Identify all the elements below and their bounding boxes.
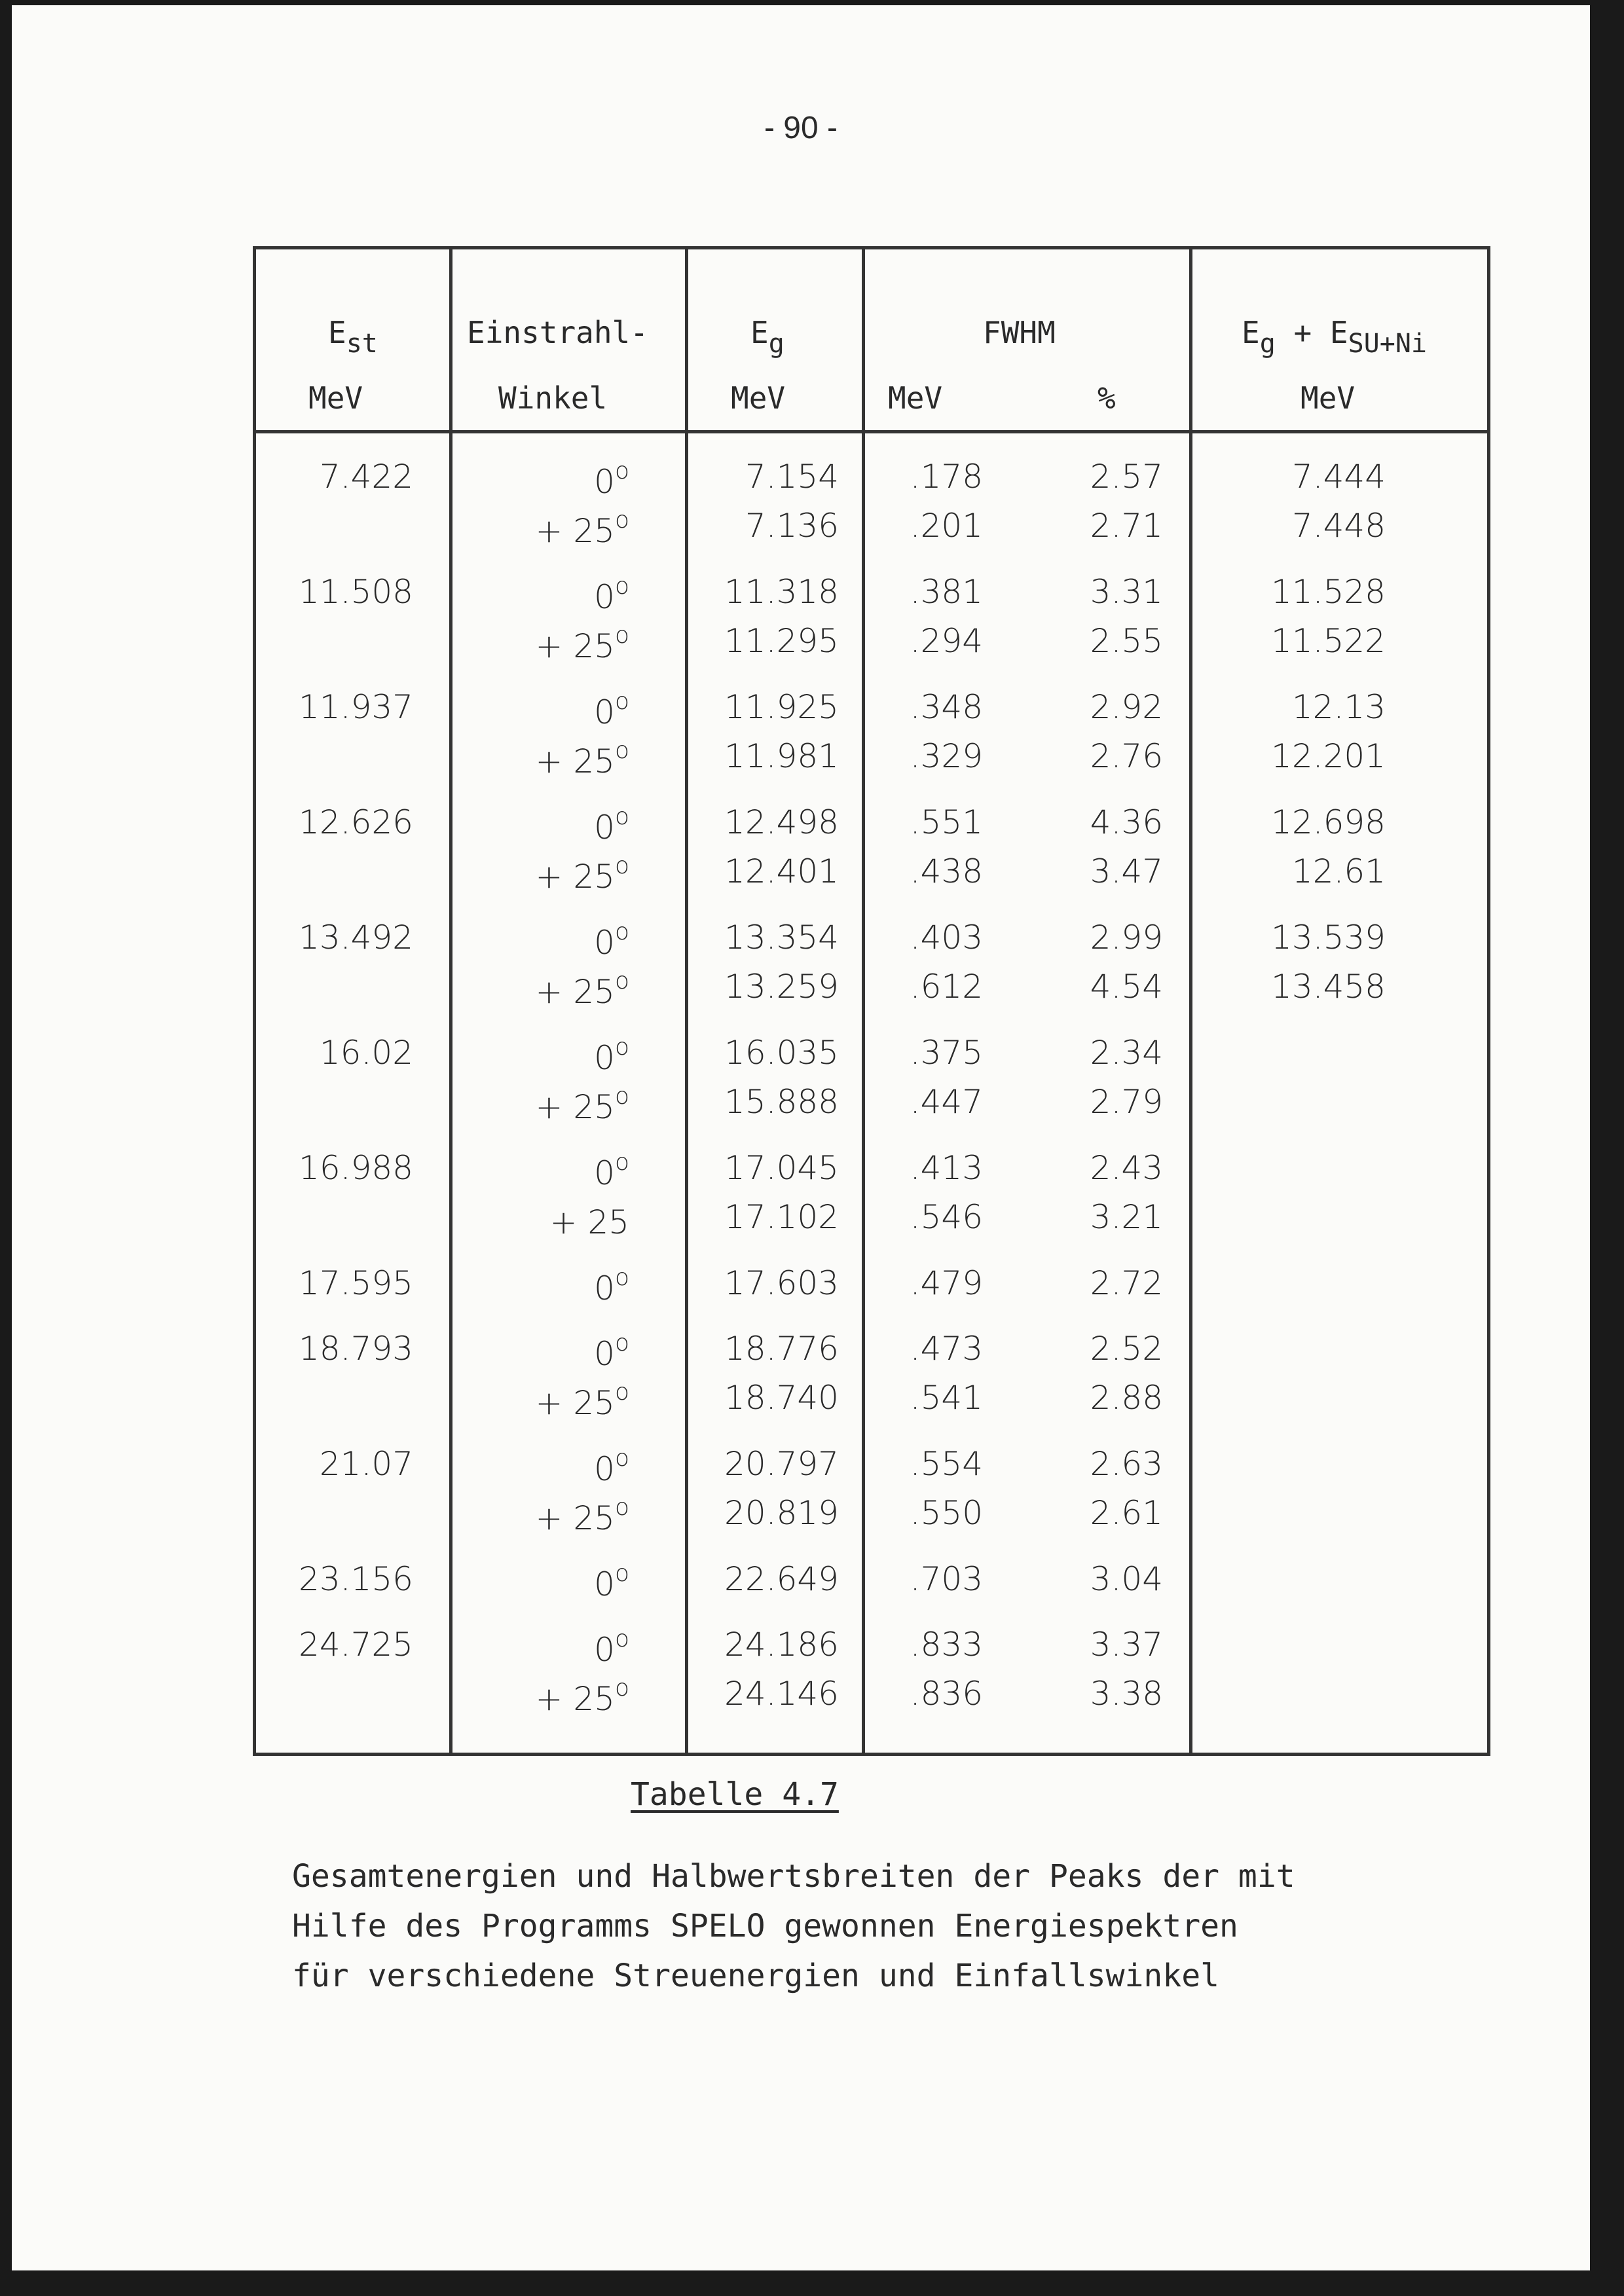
cell-fwhm: [878, 1034, 983, 1072]
cell-fwhm: [878, 803, 983, 841]
cell-sum: [1242, 507, 1386, 545]
cell-angle-value: 0: [594, 1450, 615, 1488]
cell-fwhm: [878, 1626, 983, 1664]
degree-mark: o: [614, 1675, 629, 1702]
cell-est-value: 23.156: [299, 1560, 413, 1598]
cell-angle: [459, 968, 629, 1011]
cell-pct-value: 2.72: [1090, 1264, 1163, 1302]
cell-est-value: 21.07: [319, 1445, 413, 1483]
cell-pct-value: 2.55: [1090, 622, 1163, 660]
cell-fwhm-value: .348: [910, 688, 983, 726]
cell-pct: [1058, 688, 1163, 726]
cell-pct: [1058, 919, 1163, 957]
cell-fwhm-value: .479: [910, 1264, 983, 1302]
cell-angle: [459, 1494, 629, 1537]
degree-mark: o: [614, 458, 629, 484]
cell-fwhm: [878, 737, 983, 775]
cell-eg: [695, 458, 839, 496]
cell-angle: [459, 622, 629, 665]
cell-est: [269, 919, 413, 957]
cell-fwhm: [878, 852, 983, 890]
cell-fwhm: [878, 458, 983, 496]
cell-est-value: 12.626: [299, 803, 413, 841]
degree-mark: o: [614, 1034, 629, 1061]
cell-angle-value: 0: [594, 1154, 615, 1192]
cell-pct-value: 2.57: [1090, 458, 1163, 496]
cell-fwhm-value: .546: [910, 1198, 983, 1236]
cell-pct: [1058, 1034, 1163, 1072]
cell-eg-value: 17.045: [724, 1149, 839, 1187]
cell-eg: [695, 1675, 839, 1713]
cell-eg: [695, 1494, 839, 1532]
cell-angle: [459, 1675, 629, 1718]
degree-mark: o: [614, 852, 629, 879]
cell-sum: [1242, 622, 1386, 660]
cell-angle-value: + 25: [535, 1499, 615, 1537]
cell-pct: [1058, 507, 1163, 545]
cell-pct: [1058, 1198, 1163, 1236]
cell-angle-value: 0: [594, 693, 615, 731]
cell-eg: [695, 1560, 839, 1598]
cell-fwhm-value: .833: [910, 1626, 983, 1664]
cell-sum-value: 7.448: [1291, 507, 1386, 545]
cell-angle: [459, 688, 629, 731]
cell-sum-value: 12.698: [1271, 803, 1386, 841]
cell-fwhm-value: .447: [910, 1083, 983, 1121]
header-sum-unit: MeV: [1301, 380, 1356, 416]
cell-fwhm-value: .329: [910, 737, 983, 775]
cell-pct-value: 4.36: [1090, 803, 1163, 841]
cell-est-value: 24.725: [299, 1626, 413, 1664]
cell-pct: [1058, 1330, 1163, 1368]
cell-fwhm: [878, 573, 983, 611]
cell-fwhm-value: .554: [910, 1445, 983, 1483]
cell-angle-value: + 25: [535, 742, 615, 780]
cell-eg: [695, 919, 839, 957]
cell-est: [269, 1264, 413, 1302]
cell-est: [269, 803, 413, 841]
cell-eg-value: 11.925: [724, 688, 839, 726]
header-fwhm: FWHM: [983, 315, 1056, 350]
cell-eg-value: 7.154: [745, 458, 839, 496]
degree-mark: o: [614, 737, 629, 764]
cell-fwhm-value: .403: [910, 919, 983, 957]
cell-eg: [695, 1445, 839, 1483]
degree-mark: o: [614, 622, 629, 649]
cell-eg-value: 18.740: [724, 1379, 839, 1417]
cell-fwhm: [878, 1330, 983, 1368]
cell-angle-value: + 25: [535, 1680, 615, 1718]
cell-angle-value: 0: [594, 924, 615, 962]
cell-fwhm-value: .551: [910, 803, 983, 841]
column-divider: [685, 249, 688, 1753]
cell-fwhm-value: .375: [910, 1034, 983, 1072]
cell-pct: [1058, 737, 1163, 775]
cell-angle: [459, 803, 629, 847]
cell-fwhm: [878, 968, 983, 1006]
cell-angle-value: + 25: [535, 858, 615, 896]
cell-fwhm-value: .294: [910, 622, 983, 660]
cell-angle-value: 0: [594, 809, 615, 847]
cell-est: [269, 1626, 413, 1664]
cell-eg: [695, 968, 839, 1006]
cell-angle: [459, 507, 629, 550]
cell-sum-value: 12.61: [1291, 852, 1386, 890]
cell-fwhm-value: .381: [910, 573, 983, 611]
cell-est-value: 16.02: [319, 1034, 413, 1072]
cell-sum-value: 7.444: [1291, 458, 1386, 496]
cell-sum: [1242, 852, 1386, 890]
cell-sum-value: 11.528: [1271, 573, 1386, 611]
degree-mark: o: [614, 1626, 629, 1652]
cell-pct: [1058, 573, 1163, 611]
cell-eg-value: 17.102: [724, 1198, 839, 1236]
cell-est: [269, 1330, 413, 1368]
cell-eg: [695, 1083, 839, 1121]
cell-pct-value: 3.31: [1090, 573, 1163, 611]
cell-eg: [695, 1264, 839, 1302]
cell-pct: [1058, 1264, 1163, 1302]
cell-eg-value: 24.146: [724, 1675, 839, 1713]
cell-pct: [1058, 852, 1163, 890]
cell-est-value: 16.988: [299, 1149, 413, 1187]
cell-est-value: 11.937: [299, 688, 413, 726]
cell-eg: [695, 1149, 839, 1187]
cell-angle: [459, 1034, 629, 1077]
cell-eg: [695, 507, 839, 545]
cell-eg-value: 17.603: [724, 1264, 839, 1302]
cell-eg: [695, 1034, 839, 1072]
header-sum: $E_g + E_{SU+Ni}$: [1242, 315, 1427, 359]
cell-fwhm-value: .201: [910, 507, 983, 545]
cell-angle-value: + 25: [549, 1203, 629, 1241]
table-caption-title: Tabelle 4.7: [631, 1776, 839, 1813]
cell-fwhm: [878, 919, 983, 957]
cell-eg-value: 12.401: [724, 852, 839, 890]
cell-angle: [459, 737, 629, 780]
cell-eg-value: 7.136: [745, 507, 839, 545]
cell-est: [269, 1034, 413, 1072]
cell-angle-value: 0: [594, 1565, 615, 1603]
header-est-unit: MeV: [308, 380, 363, 416]
cell-eg: [695, 1198, 839, 1236]
cell-pct-value: 2.52: [1090, 1330, 1163, 1368]
cell-sum-value: 13.458: [1271, 968, 1386, 1006]
cell-fwhm: [878, 622, 983, 660]
cell-angle-value: 0: [594, 1631, 615, 1669]
table-caption: [292, 1851, 1295, 2001]
cell-sum-value: 11.522: [1271, 622, 1386, 660]
degree-mark: o: [614, 688, 629, 715]
cell-pct-value: 2.92: [1090, 688, 1163, 726]
cell-eg: [695, 1626, 839, 1664]
degree-mark: o: [614, 1149, 629, 1176]
cell-eg-value: 11.318: [724, 573, 839, 611]
degree-mark: o: [614, 1083, 629, 1110]
cell-pct-value: 2.88: [1090, 1379, 1163, 1417]
caption-line: Hilfe des Programms SPELO gewonnen Energiespektren: [292, 1908, 1238, 1944]
degree-mark: o: [614, 1494, 629, 1521]
cell-angle-value: + 25: [535, 973, 615, 1011]
cell-pct-value: 2.63: [1090, 1445, 1163, 1483]
cell-est: [269, 458, 413, 496]
degree-mark: o: [614, 803, 629, 830]
cell-pct-value: 4.54: [1090, 968, 1163, 1006]
document-page: [12, 5, 1590, 2270]
cell-fwhm: [878, 1149, 983, 1187]
caption-line: für verschiedene Streuenergien und Einfallswinkel: [292, 1958, 1220, 1994]
cell-eg-value: 24.186: [724, 1626, 839, 1664]
cell-pct-value: 2.34: [1090, 1034, 1163, 1072]
cell-pct: [1058, 622, 1163, 660]
cell-sum-value: 12.13: [1291, 688, 1386, 726]
column-divider: [449, 249, 452, 1753]
header-divider: [256, 430, 1487, 433]
cell-fwhm: [878, 1379, 983, 1417]
header-fwhm-mev: MeV: [888, 380, 943, 416]
cell-eg: [695, 688, 839, 726]
cell-eg: [695, 1379, 839, 1417]
cell-angle: [459, 1445, 629, 1488]
caption-line: Gesamtenergien und Halbwertsbreiten der Peaks der mit: [292, 1858, 1295, 1895]
cell-fwhm: [878, 1445, 983, 1483]
cell-fwhm-value: .413: [910, 1149, 983, 1187]
degree-mark: o: [614, 573, 629, 600]
cell-angle: [459, 852, 629, 896]
cell-pct: [1058, 1379, 1163, 1417]
cell-eg-value: 13.354: [724, 919, 839, 957]
cell-eg-value: 13.259: [724, 968, 839, 1006]
cell-angle-value: + 25: [535, 512, 615, 550]
cell-pct: [1058, 458, 1163, 496]
cell-pct-value: 3.47: [1090, 852, 1163, 890]
cell-eg-value: 11.295: [724, 622, 839, 660]
cell-pct: [1058, 1494, 1163, 1532]
cell-pct-value: 3.38: [1090, 1675, 1163, 1713]
cell-angle: [459, 573, 629, 616]
cell-eg-value: 22.649: [724, 1560, 839, 1598]
cell-est-value: 13.492: [299, 919, 413, 957]
cell-fwhm-value: .473: [910, 1330, 983, 1368]
cell-angle: [459, 1330, 629, 1373]
cell-angle: [459, 1198, 629, 1241]
cell-pct-value: 2.61: [1090, 1494, 1163, 1532]
cell-est: [269, 573, 413, 611]
column-divider: [862, 249, 865, 1753]
cell-est: [269, 688, 413, 726]
cell-pct-value: 3.21: [1090, 1198, 1163, 1236]
cell-fwhm-value: .612: [910, 968, 983, 1006]
cell-angle-value: 0: [594, 1269, 615, 1307]
cell-pct: [1058, 1083, 1163, 1121]
header-eg: $E_g$: [750, 315, 784, 359]
cell-fwhm: [878, 1198, 983, 1236]
header-eg-unit: MeV: [731, 380, 786, 416]
cell-pct: [1058, 1626, 1163, 1664]
cell-fwhm: [878, 688, 983, 726]
cell-angle-value: 0: [594, 1039, 615, 1077]
cell-eg-value: 11.981: [724, 737, 839, 775]
header-fwhm-pct: %: [1098, 380, 1116, 416]
cell-eg: [695, 737, 839, 775]
cell-sum: [1242, 688, 1386, 726]
degree-mark: o: [614, 1264, 629, 1291]
cell-pct: [1058, 803, 1163, 841]
page-number: - 90 -: [764, 111, 838, 145]
cell-pct: [1058, 1445, 1163, 1483]
cell-eg-value: 20.797: [724, 1445, 839, 1483]
cell-eg-value: 20.819: [724, 1494, 839, 1532]
cell-sum: [1242, 919, 1386, 957]
cell-pct-value: 2.43: [1090, 1149, 1163, 1187]
cell-est-value: 18.793: [299, 1330, 413, 1368]
cell-sum: [1242, 737, 1386, 775]
degree-mark: o: [614, 919, 629, 945]
cell-fwhm-value: .438: [910, 852, 983, 890]
cell-est-value: 11.508: [299, 573, 413, 611]
cell-pct: [1058, 1149, 1163, 1187]
cell-pct-value: 2.99: [1090, 919, 1163, 957]
cell-fwhm: [878, 1560, 983, 1598]
cell-angle: [459, 1560, 629, 1603]
cell-sum: [1242, 458, 1386, 496]
cell-pct: [1058, 1560, 1163, 1598]
cell-angle: [459, 1149, 629, 1192]
cell-est: [269, 1149, 413, 1187]
cell-angle: [459, 458, 629, 501]
cell-fwhm-value: .550: [910, 1494, 983, 1532]
cell-est-value: 7.422: [319, 458, 413, 496]
cell-est: [269, 1560, 413, 1598]
cell-sum: [1242, 573, 1386, 611]
degree-mark: o: [614, 1445, 629, 1472]
cell-angle: [459, 1379, 629, 1422]
header-winkel-line1: Einstrahl-: [467, 315, 648, 350]
cell-angle-value: + 25: [535, 627, 615, 665]
cell-eg-value: 15.888: [724, 1083, 839, 1121]
cell-angle-value: + 25: [535, 1088, 615, 1126]
cell-eg-value: 12.498: [724, 803, 839, 841]
degree-mark: o: [614, 968, 629, 994]
degree-mark: o: [614, 1379, 629, 1406]
cell-pct-value: 3.04: [1090, 1560, 1163, 1598]
cell-eg: [695, 1330, 839, 1368]
cell-pct-value: 3.37: [1090, 1626, 1163, 1664]
cell-pct-value: 2.76: [1090, 737, 1163, 775]
cell-fwhm-value: .836: [910, 1675, 983, 1713]
cell-fwhm-value: .541: [910, 1379, 983, 1417]
cell-fwhm-value: .178: [910, 458, 983, 496]
degree-mark: o: [614, 507, 629, 534]
cell-sum: [1242, 968, 1386, 1006]
cell-pct: [1058, 1675, 1163, 1713]
cell-fwhm-value: .703: [910, 1560, 983, 1598]
cell-sum-value: 12.201: [1271, 737, 1386, 775]
cell-angle-value: 0: [594, 463, 615, 501]
cell-fwhm: [878, 1675, 983, 1713]
cell-fwhm: [878, 1494, 983, 1532]
cell-angle: [459, 1626, 629, 1669]
header-winkel-line2: Winkel: [498, 380, 608, 416]
cell-eg-value: 16.035: [724, 1034, 839, 1072]
cell-sum: [1242, 803, 1386, 841]
cell-pct: [1058, 968, 1163, 1006]
cell-eg: [695, 622, 839, 660]
cell-angle: [459, 919, 629, 962]
cell-eg: [695, 852, 839, 890]
degree-mark: o: [614, 1560, 629, 1587]
cell-angle-value: 0: [594, 1335, 615, 1373]
cell-est-value: 17.595: [299, 1264, 413, 1302]
cell-fwhm: [878, 1083, 983, 1121]
cell-angle-value: + 25: [535, 1384, 615, 1422]
cell-fwhm: [878, 1264, 983, 1302]
cell-pct-value: 2.79: [1090, 1083, 1163, 1121]
cell-angle: [459, 1264, 629, 1307]
cell-sum-value: 13.539: [1271, 919, 1386, 957]
cell-eg: [695, 573, 839, 611]
degree-mark: o: [614, 1330, 629, 1357]
cell-angle-value: 0: [594, 578, 615, 616]
cell-fwhm: [878, 507, 983, 545]
cell-est: [269, 1445, 413, 1483]
column-divider: [1189, 249, 1192, 1753]
header-est: $E_{st}$: [328, 315, 378, 359]
data-table: [253, 246, 1490, 1756]
cell-eg: [695, 803, 839, 841]
cell-angle: [459, 1083, 629, 1126]
cell-eg-value: 18.776: [724, 1330, 839, 1368]
cell-pct-value: 2.71: [1090, 507, 1163, 545]
